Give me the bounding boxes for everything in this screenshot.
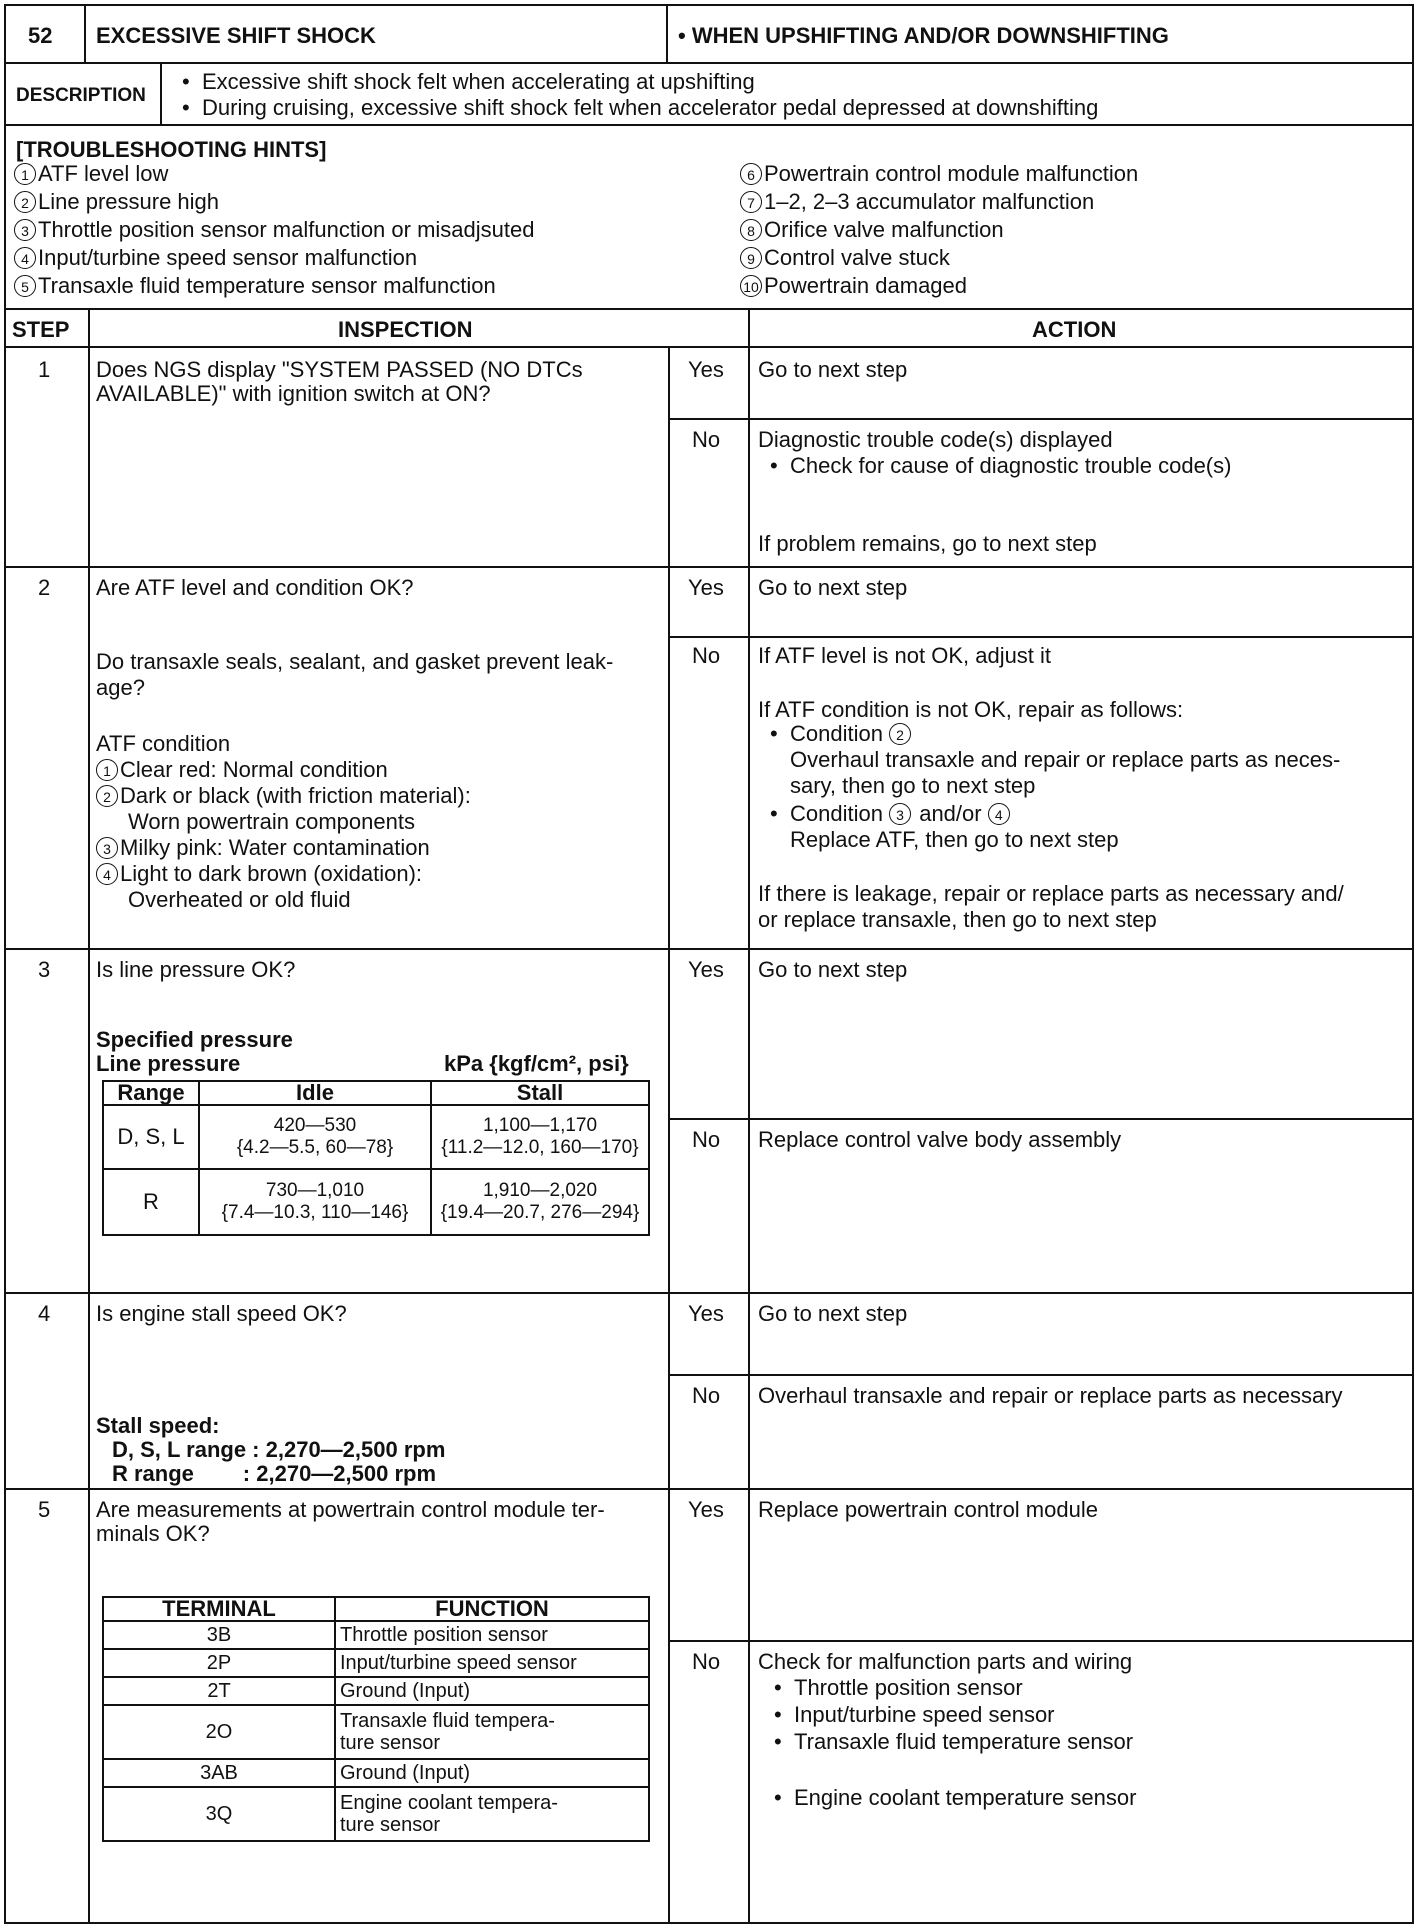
hint-item: 7 1–2, 2–3 accumulator malfunction xyxy=(740,188,1094,215)
action-text: If ATF level is not OK, adjust it xyxy=(758,643,1052,668)
action-text: Replace ATF, then go to next step xyxy=(790,827,1119,852)
rule xyxy=(666,4,668,64)
rule xyxy=(88,308,90,1924)
step-number: 3 xyxy=(38,957,51,982)
yes-label: Yes xyxy=(688,1301,724,1326)
terminal-cell: 3B xyxy=(103,1621,335,1649)
idle-cell: 730—1,010 {7.4—10.3, 110—146} xyxy=(199,1169,431,1235)
rule xyxy=(4,948,1414,950)
spec-title: Specified pressure xyxy=(96,1027,293,1052)
no-label: No xyxy=(692,643,721,668)
yes-label: Yes xyxy=(688,357,724,382)
hint-item: 4 Input/turbine speed sensor malfunction xyxy=(14,244,417,271)
inspection-text: Are ATF level and condition OK? xyxy=(96,575,414,600)
hint-item: 1 ATF level low xyxy=(14,160,168,187)
action-text: Replace control valve body assembly xyxy=(758,1127,1122,1152)
circled-number: 3 xyxy=(96,837,118,859)
circled-number: 2 xyxy=(14,191,36,213)
no-label: No xyxy=(692,1383,721,1408)
action-bullet: • Condition 3 and/or 4 xyxy=(790,800,1012,827)
circled-number: 2 xyxy=(889,723,911,745)
rule xyxy=(4,1488,1414,1490)
range-cell: R xyxy=(103,1169,199,1235)
circled-number: 3 xyxy=(889,803,911,825)
rule xyxy=(4,4,6,1924)
function-cell: Throttle position sensor xyxy=(335,1621,649,1649)
rule xyxy=(4,62,1414,64)
action-text: Go to next step xyxy=(758,1301,908,1326)
function-cell: Engine coolant tempera- ture sensor xyxy=(335,1787,649,1841)
stall-line: D, S, L range : 2,270—2,500 rpm xyxy=(112,1437,446,1462)
rule xyxy=(668,418,1414,420)
description-line: • During cruising, excessive shift shock felt when accelerator pedal depressed at downshifting xyxy=(202,94,1098,121)
action-text: Check for malfunction parts and wiring xyxy=(758,1649,1133,1674)
inspection-text: Are measurements at powertrain control module ter- xyxy=(96,1497,605,1522)
stall-line: R range : 2,270—2,500 rpm xyxy=(112,1461,437,1486)
description-label: DESCRIPTION xyxy=(16,85,146,106)
action-text: sary, then go to next step xyxy=(790,773,1036,798)
atf-condition-detail: Worn powertrain components xyxy=(128,809,415,834)
action-text: If there is leakage, repair or replace parts as necessary and/ xyxy=(758,881,1344,906)
rule xyxy=(668,348,670,1924)
hint-item: 6 Powertrain control module malfunction xyxy=(740,160,1138,187)
issue-number: 52 xyxy=(28,23,53,48)
table-row xyxy=(103,1677,649,1705)
stall-cell: 1,100—1,170 {11.2—12.0, 160—170} xyxy=(431,1105,649,1169)
yes-label: Yes xyxy=(688,957,724,982)
stall-title: Stall speed: xyxy=(96,1413,220,1438)
step-number: 4 xyxy=(38,1301,51,1326)
terminal-cell: 3Q xyxy=(103,1787,335,1841)
yes-label: Yes xyxy=(688,575,724,600)
action-bullet: • Check for cause of diagnostic trouble code(s) xyxy=(790,452,1231,479)
table-row xyxy=(103,1169,649,1235)
rule xyxy=(748,308,750,1924)
rule xyxy=(1412,4,1414,1924)
rule xyxy=(4,346,1414,348)
atf-condition-item: 2 Dark or black (with friction material): xyxy=(96,782,471,809)
table-row xyxy=(103,1787,649,1841)
hint-item: 8 Orifice valve malfunction xyxy=(740,216,1004,243)
terminal-cell: 2P xyxy=(103,1649,335,1677)
hint-item: 2 Line pressure high xyxy=(14,188,219,215)
table-header: Idle xyxy=(199,1081,431,1105)
rule xyxy=(668,1374,1414,1376)
inspection-text: Do transaxle seals, sealant, and gasket prevent leak- xyxy=(96,649,614,674)
inspection-text: Is line pressure OK? xyxy=(96,957,296,982)
table-row xyxy=(103,1759,649,1787)
range-cell: D, S, L xyxy=(103,1105,199,1169)
action-text: Diagnostic trouble code(s) displayed xyxy=(758,427,1113,452)
hint-item: 10 Powertrain damaged xyxy=(740,272,967,299)
no-label: No xyxy=(692,1127,721,1152)
circled-number: 4 xyxy=(14,247,36,269)
rule xyxy=(668,1640,1414,1642)
rule xyxy=(4,124,1414,126)
stall-cell: 1,910—2,020 {19.4—20.7, 276—294} xyxy=(431,1169,649,1235)
function-cell: Transaxle fluid tempera- ture sensor xyxy=(335,1705,649,1759)
step-number: 5 xyxy=(38,1497,51,1522)
atf-condition-item: 3 Milky pink: Water contamination xyxy=(96,834,430,861)
table-row xyxy=(103,1649,649,1677)
table-header: Stall xyxy=(431,1081,649,1105)
terminal-table xyxy=(102,1596,650,1842)
rule xyxy=(4,4,1414,6)
circled-number: 1 xyxy=(96,759,118,781)
action-bullet: • Transaxle fluid temperature sensor xyxy=(794,1728,1133,1755)
issue-condition: • WHEN UPSHIFTING AND/OR DOWNSHIFTING xyxy=(678,23,1169,48)
terminal-cell: 2T xyxy=(103,1677,335,1705)
hint-item: 9 Control valve stuck xyxy=(740,244,950,271)
line-pressure-table xyxy=(102,1080,650,1236)
column-action: ACTION xyxy=(1032,317,1117,342)
function-cell: Input/turbine speed sensor xyxy=(335,1649,649,1677)
rule xyxy=(668,1118,1414,1120)
action-text: Replace powertrain control module xyxy=(758,1497,1098,1522)
inspection-text: Is engine stall speed OK? xyxy=(96,1301,347,1326)
inspection-text: Does NGS display "SYSTEM PASSED (NO DTCs xyxy=(96,357,583,382)
rule xyxy=(84,4,86,64)
action-bullet: • Throttle position sensor xyxy=(794,1674,1023,1701)
action-bullet: • Engine coolant temperature sensor xyxy=(794,1784,1136,1811)
circled-number: 8 xyxy=(740,219,762,241)
rule xyxy=(4,566,1414,568)
spec-subtitle: Line pressure xyxy=(96,1051,241,1076)
rule xyxy=(4,308,1414,310)
circled-number: 1 xyxy=(14,163,36,185)
inspection-text: age? xyxy=(96,675,145,700)
function-cell: Ground (Input) xyxy=(335,1759,649,1787)
action-text: If problem remains, go to next step xyxy=(758,531,1097,556)
spec-unit: kPa {kgf/cm², psi} xyxy=(444,1051,629,1076)
table-header: Range xyxy=(103,1081,199,1105)
circled-number: 2 xyxy=(96,785,118,807)
action-text: Go to next step xyxy=(758,957,908,982)
hints-title: [TROUBLESHOOTING HINTS] xyxy=(16,137,327,162)
atf-condition-detail: Overheated or old fluid xyxy=(128,887,351,912)
action-text: or replace transaxle, then go to next step xyxy=(758,907,1157,932)
description-line: • Excessive shift shock felt when accelerating at upshifting xyxy=(202,68,755,95)
column-step: STEP xyxy=(12,317,70,342)
circled-number: 10 xyxy=(740,275,762,297)
column-inspection: INSPECTION xyxy=(338,317,473,342)
circled-number: 4 xyxy=(988,803,1010,825)
step-number: 2 xyxy=(38,575,51,600)
terminal-cell: 2O xyxy=(103,1705,335,1759)
atf-condition-item: 1 Clear red: Normal condition xyxy=(96,756,388,783)
terminal-cell: 3AB xyxy=(103,1759,335,1787)
function-cell: Ground (Input) xyxy=(335,1677,649,1705)
inspection-text: AVAILABLE)" with ignition switch at ON? xyxy=(96,381,491,406)
table-header: TERMINAL xyxy=(103,1597,335,1621)
step-number: 1 xyxy=(38,357,51,382)
table-row xyxy=(103,1621,649,1649)
action-text: Go to next step xyxy=(758,575,908,600)
inspection-text: minals OK? xyxy=(96,1521,210,1546)
hint-item: 3 Throttle position sensor malfunction or misadjsuted xyxy=(14,216,534,243)
circled-number: 6 xyxy=(740,163,762,185)
circled-number: 4 xyxy=(96,863,118,885)
action-text: If ATF condition is not OK, repair as follows: xyxy=(758,697,1184,722)
rule xyxy=(668,636,1414,638)
idle-cell: 420—530 {4.2—5.5, 60—78} xyxy=(199,1105,431,1169)
rule xyxy=(160,62,162,124)
circled-number: 9 xyxy=(740,247,762,269)
action-bullet: • Input/turbine speed sensor xyxy=(794,1701,1055,1728)
atf-condition-title: ATF condition xyxy=(96,731,231,756)
circled-number: 7 xyxy=(740,191,762,213)
no-label: No xyxy=(692,1649,721,1674)
action-text: Go to next step xyxy=(758,357,908,382)
atf-condition-item: 4 Light to dark brown (oxidation): xyxy=(96,860,422,887)
rule xyxy=(4,1922,1414,1924)
no-label: No xyxy=(692,427,721,452)
action-text: Overhaul transaxle and repair or replace parts as necessary xyxy=(758,1383,1343,1408)
yes-label: Yes xyxy=(688,1497,724,1522)
table-header: FUNCTION xyxy=(335,1597,649,1621)
hint-item: 5 Transaxle fluid temperature sensor malfunction xyxy=(14,272,496,299)
issue-title: EXCESSIVE SHIFT SHOCK xyxy=(96,23,376,48)
circled-number: 5 xyxy=(14,275,36,297)
circled-number: 3 xyxy=(14,219,36,241)
rule xyxy=(4,1292,1414,1294)
table-row xyxy=(103,1105,649,1169)
table-row xyxy=(103,1705,649,1759)
action-text: Overhaul transaxle and repair or replace parts as neces- xyxy=(790,747,1341,772)
action-bullet: • Condition 2 xyxy=(790,720,913,747)
